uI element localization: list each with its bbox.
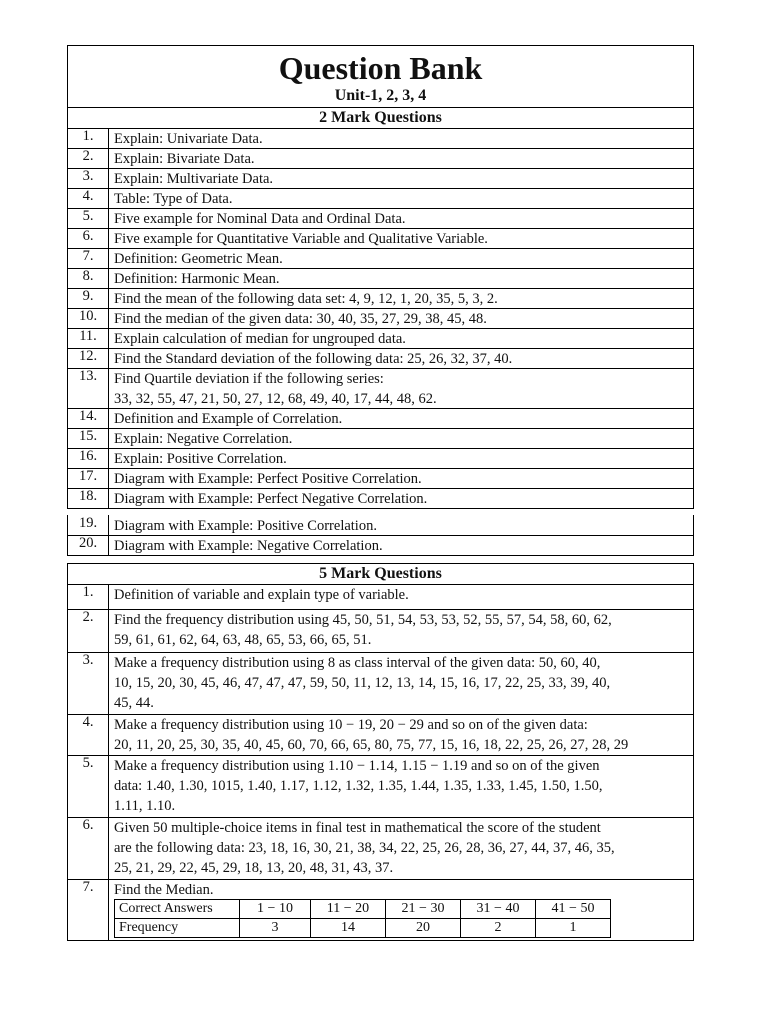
frequency-cell: 20	[386, 919, 461, 938]
frequency-cell: 2	[461, 919, 536, 938]
question-row	[67, 268, 694, 289]
question-row	[67, 288, 694, 309]
question-row	[67, 168, 694, 189]
question-number: 3.	[68, 168, 109, 188]
frequency-cell: 1	[536, 919, 611, 938]
question-text	[114, 715, 693, 755]
question-row	[67, 652, 694, 715]
question-text	[114, 209, 693, 229]
question-row	[67, 128, 694, 149]
question-text	[114, 349, 693, 369]
question-number: 1.	[68, 128, 109, 148]
unit-subtitle: Unit-1, 2, 3, 4	[334, 87, 427, 104]
question-row	[67, 208, 694, 229]
question-number: 9.	[68, 288, 109, 308]
question-line: Five example for Nominal Data and Ordinal Data.	[114, 211, 406, 227]
section-title: 5 Mark Questions	[67, 563, 694, 585]
question-text	[114, 149, 693, 169]
question-line: Definition: Geometric Mean.	[114, 251, 283, 267]
question-line: Make a frequency distribution using 10 − 19, 20 − 29 and so on of the given data:	[114, 717, 588, 733]
question-number: 19.	[68, 515, 109, 535]
question-row	[67, 755, 694, 818]
row-label-frequency: Frequency	[115, 919, 240, 938]
question-text	[114, 469, 693, 489]
question-line: Diagram with Example: Perfect Positive Correlation.	[114, 471, 422, 487]
question-number: 1.	[68, 584, 109, 609]
question-number: 6.	[68, 817, 109, 879]
question-text	[114, 169, 693, 189]
question-text	[114, 585, 693, 605]
question-line: 33, 32, 55, 47, 21, 50, 27, 12, 68, 49, 40, 17, 44, 48, 62.	[114, 391, 437, 407]
question-number: 7.	[68, 248, 109, 268]
question-text	[114, 516, 693, 536]
class-interval-cell: 41 − 50	[536, 900, 611, 919]
question-line: Definition and Example of Correlation.	[114, 411, 343, 427]
question-number: 4.	[68, 188, 109, 208]
question-row	[67, 817, 694, 880]
question-number: 18.	[68, 488, 109, 508]
question-row	[67, 308, 694, 329]
question-line: Diagram with Example: Negative Correlation.	[114, 538, 383, 554]
class-interval-cell: 31 − 40	[461, 900, 536, 919]
question-number: 5.	[68, 208, 109, 228]
question-line: Find Quartile deviation if the following series:	[114, 371, 384, 387]
question-row	[67, 328, 694, 349]
question-line: Explain: Positive Correlation.	[114, 451, 287, 467]
question-line: are the following data: 23, 18, 16, 30, 21, 38, 34, 22, 25, 26, 28, 36, 27, 44, 37, 46, 35,	[114, 840, 615, 856]
question-line: 25, 21, 29, 22, 45, 29, 18, 13, 20, 48, 31, 43, 37.	[114, 860, 394, 876]
question-text	[114, 329, 693, 349]
question-row	[67, 248, 694, 269]
question-number: 10.	[68, 308, 109, 328]
question-text	[114, 269, 693, 289]
question-row	[67, 714, 694, 756]
question-number: 7.	[68, 879, 109, 940]
question-number: 4.	[68, 714, 109, 755]
question-line: Find the mean of the following data set: 4, 9, 12, 1, 20, 35, 5, 3, 2.	[114, 291, 498, 307]
question-number: 5.	[68, 755, 109, 817]
question-line: Explain: Univariate Data.	[114, 131, 263, 147]
question-number: 16.	[68, 448, 109, 468]
page-title: Question Bank	[278, 50, 483, 86]
question-line: 45, 44.	[114, 695, 154, 711]
question-text	[114, 756, 693, 816]
question-text	[114, 189, 693, 209]
question-number: 2.	[68, 609, 109, 652]
question-line: 1.11, 1.10.	[114, 798, 176, 814]
question-text	[114, 653, 693, 713]
question-line: Five example for Quantitative Variable and Qualitative Variable.	[114, 231, 488, 247]
question-text	[114, 610, 693, 650]
class-interval-cell: 1 − 10	[240, 900, 311, 919]
question-line: Find the Median.	[114, 882, 214, 898]
question-line: Find the frequency distribution using 45, 50, 51, 54, 53, 53, 52, 55, 57, 54, 58, 60, 62,	[114, 612, 612, 628]
question-number: 13.	[68, 368, 109, 408]
frequency-cell: 3	[240, 919, 311, 938]
question-number: 8.	[68, 268, 109, 288]
question-row	[67, 188, 694, 209]
question-text	[114, 289, 693, 309]
question-row	[67, 348, 694, 369]
question-row	[67, 515, 694, 536]
question-line: data: 1.40, 1.30, 1015, 1.40, 1.17, 1.12, 1.32, 1.35, 1.44, 1.35, 1.33, 1.45, 1.50, 1.50,	[114, 778, 603, 794]
question-row	[67, 148, 694, 169]
question-number: 11.	[68, 328, 109, 348]
question-text	[114, 369, 693, 409]
question-row	[67, 428, 694, 449]
question-row	[67, 584, 694, 610]
question-number: 15.	[68, 428, 109, 448]
question-text	[114, 880, 693, 900]
question-text	[114, 429, 693, 449]
class-interval-cell: 21 − 30	[386, 900, 461, 919]
question-number: 2.	[68, 148, 109, 168]
question-line: Definition: Harmonic Mean.	[114, 271, 280, 287]
class-interval-cell: 11 − 20	[311, 900, 386, 919]
header	[67, 45, 694, 108]
question-line: Definition of variable and explain type of variable.	[114, 587, 409, 603]
table-row	[115, 919, 611, 938]
question-row	[67, 609, 694, 653]
section-title: 2 Mark Questions	[67, 107, 694, 129]
question-line: Table: Type of Data.	[114, 191, 233, 207]
question-number: 20.	[68, 535, 109, 555]
question-line: 59, 61, 61, 62, 64, 63, 48, 65, 53, 66, 65, 51.	[114, 632, 372, 648]
question-line: Diagram with Example: Positive Correlation.	[114, 518, 377, 534]
question-text	[114, 536, 693, 556]
frequency-cell: 14	[311, 919, 386, 938]
question-text	[114, 309, 693, 329]
question-text	[114, 449, 693, 469]
question-number: 3.	[68, 652, 109, 714]
question-line: Make a frequency distribution using 1.10 − 1.14, 1.15 − 1.19 and so on of the given	[114, 758, 600, 774]
question-number: 12.	[68, 348, 109, 368]
question-text	[114, 229, 693, 249]
question-line: Find the Standard deviation of the following data: 25, 26, 32, 37, 40.	[114, 351, 513, 367]
question-line: Explain: Multivariate Data.	[114, 171, 274, 187]
question-row	[67, 879, 694, 941]
question-text	[114, 489, 693, 509]
question-line: 20, 11, 20, 25, 30, 35, 40, 45, 60, 70, 66, 65, 80, 75, 77, 15, 16, 18, 22, 25, 26, 27, 28, 29	[114, 737, 629, 753]
question-line: 10, 15, 20, 30, 45, 46, 47, 47, 47, 59, 50, 11, 12, 13, 14, 15, 16, 17, 22, 25, 33, 39, 40,	[114, 675, 611, 691]
question-line: Make a frequency distribution using 8 as class interval of the given data: 50, 60, 40,	[114, 655, 601, 671]
row-label-correct-answers: Correct Answers	[115, 900, 240, 919]
question-text	[114, 818, 693, 878]
question-row	[67, 228, 694, 249]
question-row	[67, 448, 694, 469]
question-number: 17.	[68, 468, 109, 488]
median-frequency-table	[114, 899, 611, 938]
question-row	[67, 535, 694, 556]
question-row	[67, 368, 694, 409]
question-row	[67, 468, 694, 489]
question-text	[114, 409, 693, 429]
question-line: Diagram with Example: Perfect Negative Correlation.	[114, 491, 428, 507]
question-line: Given 50 multiple-choice items in final test in mathematical the score of the student	[114, 820, 601, 836]
question-line: Explain calculation of median for ungrouped data.	[114, 331, 406, 347]
question-row	[67, 488, 694, 509]
question-text	[114, 129, 693, 149]
question-line: Explain: Negative Correlation.	[114, 431, 293, 447]
question-text	[114, 249, 693, 269]
question-line: Explain: Bivariate Data.	[114, 151, 255, 167]
question-number: 14.	[68, 408, 109, 428]
table-row	[115, 900, 611, 919]
question-number: 6.	[68, 228, 109, 248]
question-line: Find the median of the given data: 30, 40, 35, 27, 29, 38, 45, 48.	[114, 311, 487, 327]
question-row	[67, 408, 694, 429]
